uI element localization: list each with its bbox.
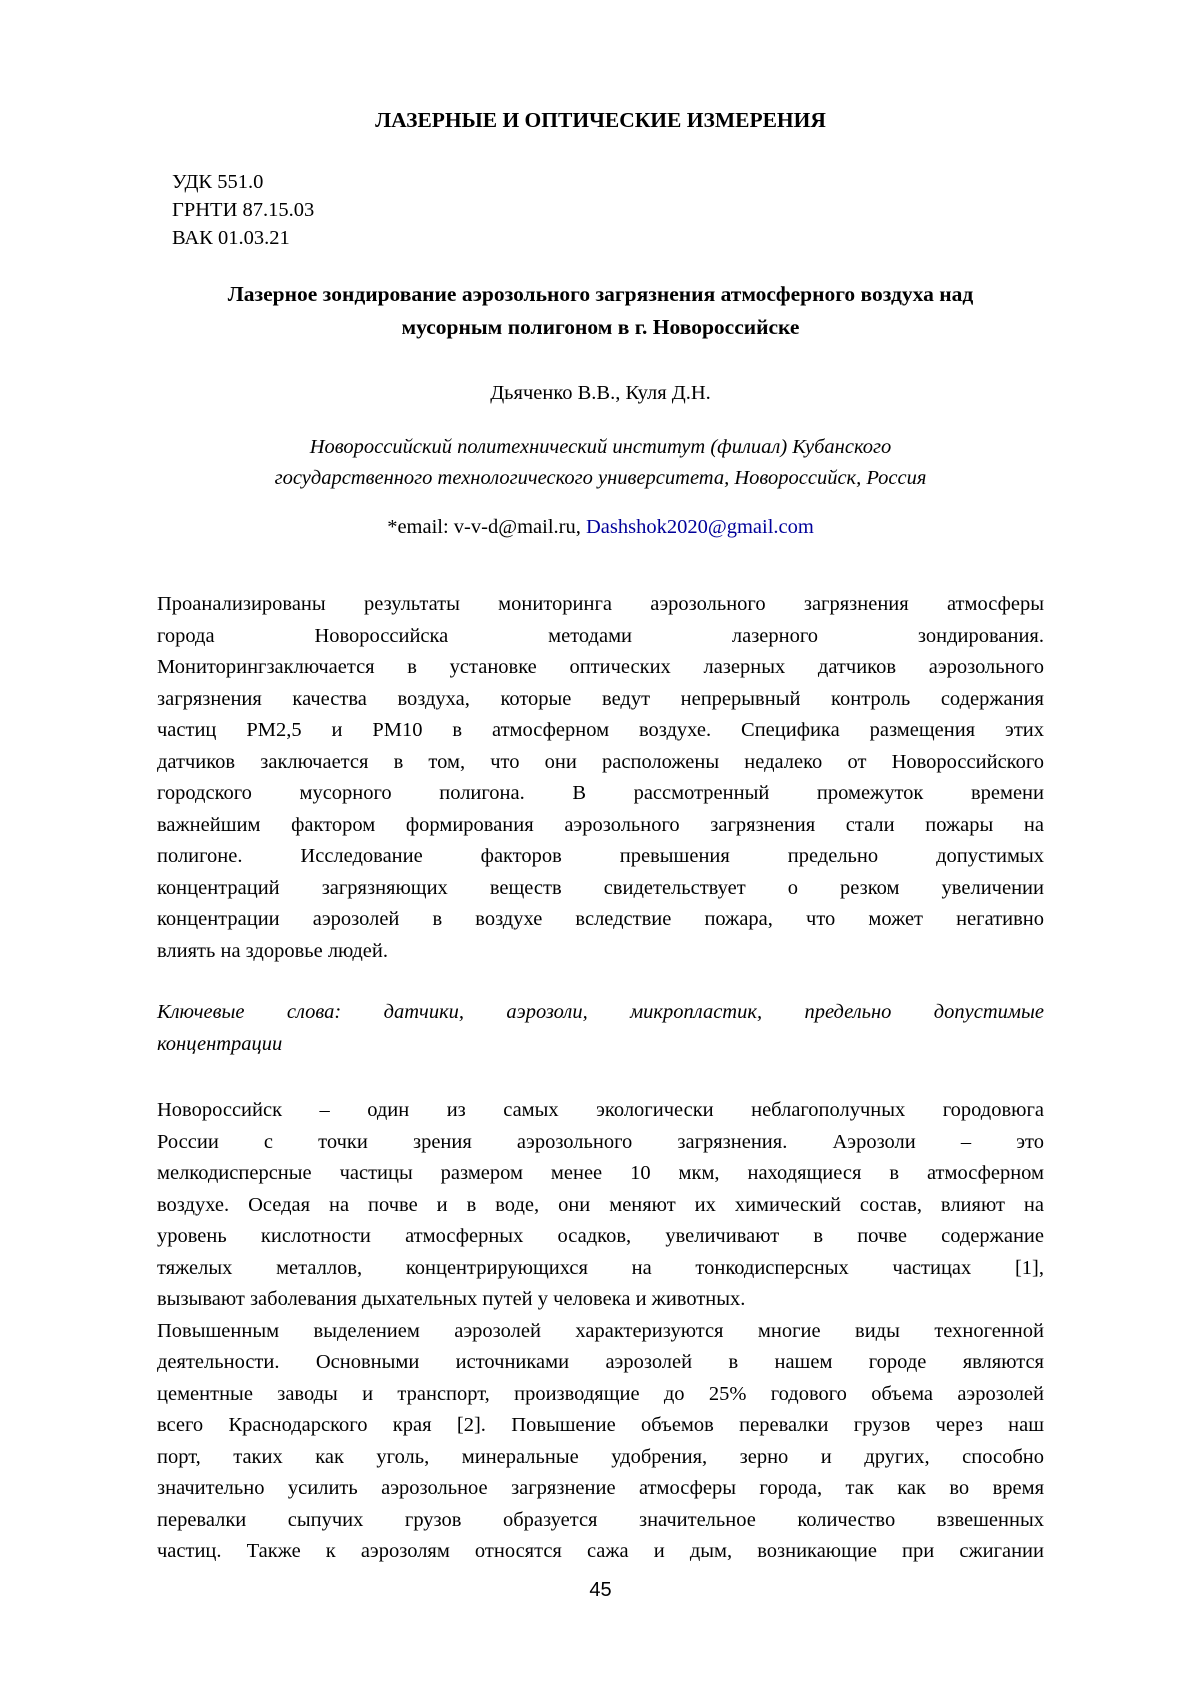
text-line: Ключевые слова: датчики, аэрозоли, микропластик, предельно допустимые [157, 1001, 1044, 1023]
article-title [157, 278, 1044, 344]
text-line: Новороссийский политехнический институт (филиал) Кубанского [309, 435, 892, 458]
text-line: влиять на здоровье людей. [157, 939, 388, 962]
abstract-paragraph [157, 589, 1044, 967]
text-line: важнейшим фактором формирования аэрозольного загрязнения стали пожары на [157, 813, 1044, 836]
body-paragraph-2 [157, 1316, 1044, 1568]
text-line: тяжелых металлов, концентрирующихся на тонкодисперсных частицах [1], [157, 1256, 1044, 1279]
text-line: городского мусорного полигона. В рассмотренный промежуток времени [157, 782, 1044, 804]
text-line: города Новороссийска методами лазерного зондирования. [157, 624, 1044, 647]
text-line: уровень кислотности атмосферных осадков, увеличивают в почве содержание [157, 1225, 1044, 1247]
text-line: частиц. Также к аэрозолям относятся сажа и дым, возникающие при сжигании [157, 1540, 1044, 1562]
text-line: Проанализированы результаты мониторинга аэрозольного загрязнения атмосферы [157, 593, 1044, 615]
text-line: перевалки сыпучих грузов образуется значительное количество взвешенных [157, 1508, 1044, 1531]
text-line: вызывают заболевания дыхательных путей у человека и животных. [157, 1288, 746, 1310]
text-line: полигоне. Исследование факторов превышения предельно допустимых [157, 845, 1044, 867]
text-line: Повышенным выделением аэрозолей характеризуются многие виды техногенной [157, 1319, 1044, 1342]
text-line: всего Краснодарского края [2]. Повышение объемов перевалки грузов через наш [157, 1414, 1044, 1436]
keywords-paragraph [157, 997, 1044, 1060]
text-line: ВАК 01.03.21 [172, 227, 290, 249]
text-line: России с точки зрения аэрозольного загрязнения. Аэрозоли – это [157, 1130, 1044, 1153]
text-line: государственного технологического университета, Новороссийск, Россия [274, 467, 927, 489]
text-line: загрязнения качества воздуха, которые ведут непрерывный контроль содержания [157, 687, 1044, 710]
page-number: 45 [589, 1578, 612, 1601]
text-line: значительно усилить аэрозольное загрязнение атмосферы города, так как во время [157, 1477, 1044, 1499]
text-line: мелкодисперсные частицы размером менее 10 мкм, находящиеся в атмосферном [157, 1162, 1044, 1184]
email-line [157, 512, 1044, 544]
text-line: УДК 551.0 [172, 171, 264, 193]
text-line: мусорным полигоном в г. Новороссийске [401, 315, 800, 339]
text-line: Новороссийск – один из самых экологически неблагополучных городовюга [157, 1099, 1044, 1121]
affiliation [157, 432, 1044, 495]
email-prefix: *email: v-v-d@mail.ru, [387, 515, 586, 538]
authors-line: Дьяченко В.В., Куля Д.Н. [490, 382, 711, 404]
classification-codes [157, 168, 1044, 252]
journal-section-heading: ЛАЗЕРНЫЕ И ОПТИЧЕСКИЕ ИЗМЕРЕНИЯ [375, 108, 826, 132]
text-line: концентрации [157, 1032, 283, 1055]
text-line: Мониторингзаключается в установке оптических лазерных датчиков аэрозольного [157, 656, 1044, 678]
text-line: воздухе. Оседая на почве и в воде, они меняют их химический состав, влияют на [157, 1193, 1044, 1216]
text-line: цементные заводы и транспорт, производящие до 25% годового объема аэрозолей [157, 1382, 1044, 1405]
text-line: Лазерное зондирование аэрозольного загрязнения атмосферного воздуха над [227, 282, 974, 306]
text-line: порт, таких как уголь, минеральные удобрения, зерно и других, способно [157, 1445, 1044, 1468]
text-line: деятельности. Основными источниками аэрозолей в нашем городе являются [157, 1351, 1044, 1373]
text-line: частиц PM2,5 и PM10 в атмосферном воздухе. Специфика размещения этих [157, 719, 1044, 741]
text-line: датчиков заключается в том, что они расположены недалеко от Новороссийского [157, 750, 1044, 773]
email-link[interactable]: Dashshok2020@gmail.com [585, 515, 814, 538]
text-line: концентраций загрязняющих веществ свидетельствует о резком увеличении [157, 876, 1044, 899]
text-line: концентрации аэрозолей в воздухе вследствие пожара, что может негативно [157, 908, 1044, 930]
body-paragraph-1 [157, 1095, 1044, 1316]
text-line: ГРНТИ 87.15.03 [172, 199, 315, 221]
